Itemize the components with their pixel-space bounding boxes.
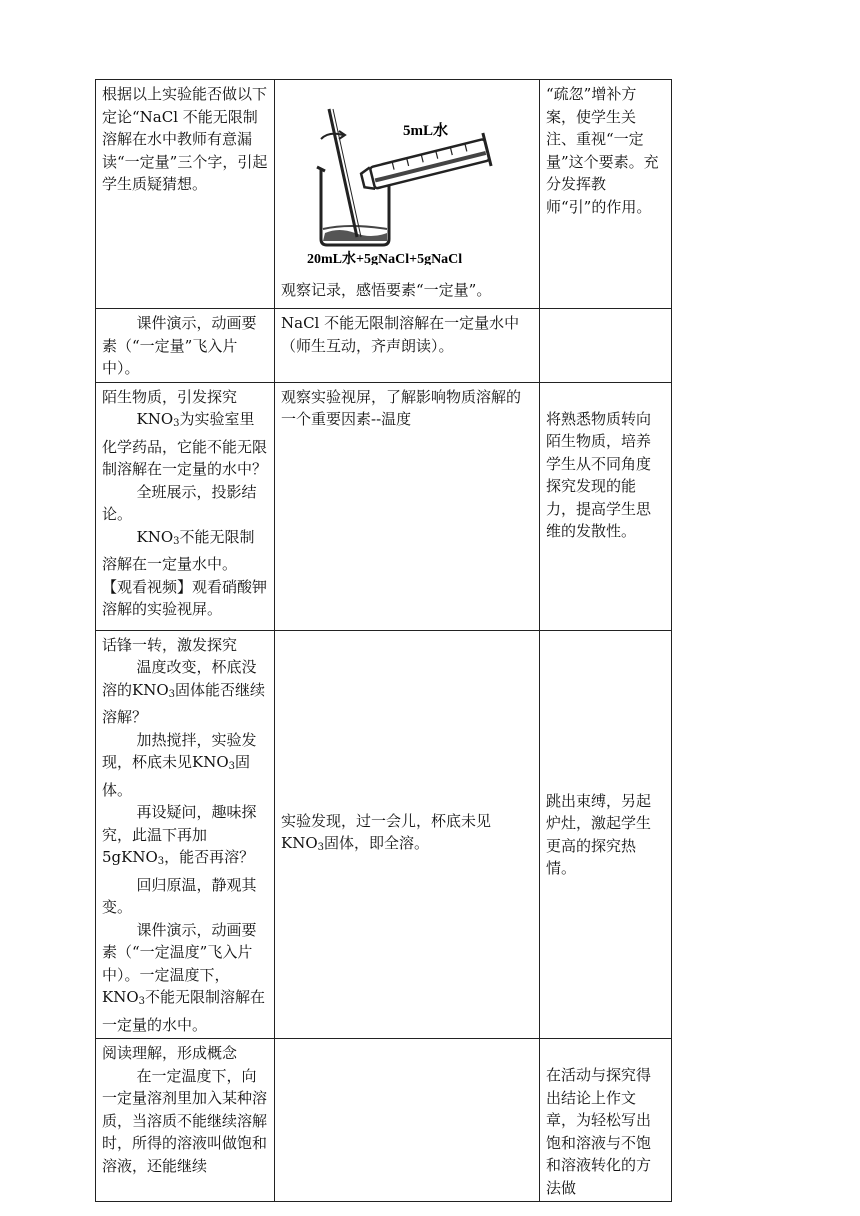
teacher-activity-cell: [96, 80, 275, 309]
table-row: [96, 309, 672, 383]
student-activity-cell: [275, 630, 540, 1039]
cell-text: 加热搅拌，实验发现，杯底未见$KNO_3$固体。: [102, 730, 257, 799]
cell-text: 再设疑问，趣味探究，此温下再加5gKNO$_3$，能否再溶？: [102, 803, 257, 867]
teacher-activity-cell: [96, 1039, 275, 1202]
student-activity-cell: [275, 382, 540, 630]
cell-text: 在活动与探究得出结论上作文章，为轻松写出饱和溶液与不饱和溶液转化的方法做: [546, 1066, 652, 1197]
beaker-label: 20mL水+5gNaCl+5gNaCl: [307, 252, 463, 265]
cell-text: 观察实验视屏，了解影响物质溶解的一个重要因素--温度: [281, 387, 522, 428]
cell-text: NaCl 不能无限制溶解在一定量水中（师生互动，齐声朗读）。: [281, 314, 520, 355]
design-intent-cell: [540, 80, 672, 309]
cell-text: “疏忽”增补方案，使学生关注、重视“一定量”这个要素。充分发挥教师“引”的作用。: [546, 85, 659, 216]
cell-text: 课件演示，动画要素（“一定温度”飞入片中）。一定温度下，$KNO_3$不能无限制溶解在一定量的水中。: [102, 920, 266, 1034]
design-intent-cell: [540, 382, 672, 630]
cell-text: 观察记录，感悟要素“一定量”。: [281, 281, 492, 299]
teacher-activity-cell: [96, 630, 275, 1039]
teacher-activity-cell: [96, 382, 275, 630]
cell-text: 将熟悉物质转向陌生物质，培养学生从不同角度探究发现的能力，提高学生思维的发散性。: [546, 409, 652, 540]
cylinder-label: 5mL水: [403, 123, 449, 139]
table-row: [96, 630, 672, 1039]
student-activity-cell: [275, 309, 540, 383]
cell-text: 根据以上实验能否做以下定论“NaCl 不能无限制溶解在水中教师有意漏读“一定量”三个字，引起学生质疑猜想。: [102, 85, 268, 193]
table-row: [96, 382, 672, 630]
table-row: [96, 1039, 672, 1202]
cell-text: 陌生物质，引发探究: [102, 387, 238, 406]
teacher-activity-cell: [96, 309, 275, 383]
cell-text: 阅读理解，形成概念: [102, 1044, 238, 1062]
design-intent-cell: [540, 630, 672, 1039]
cell-text: $KNO_3$为实验室里化学药品，它能不能无限制溶解在一定量的水中？: [102, 410, 268, 478]
cell-text: 实验发现，过一会儿，杯底未见$KNO_3$固体，即全溶。: [281, 811, 492, 854]
cell-text: $KNO_3$不能无限制溶解在一定量水中。: [102, 527, 255, 573]
cell-text: 回归原温，静观其变。: [102, 875, 257, 916]
table-row: [96, 80, 672, 309]
cell-text: 课件演示，动画要素（“一定量”飞入片中）。: [102, 314, 257, 377]
cell-text: 【观看视频】观看硝酸钾溶解的实验视屏。: [102, 577, 268, 618]
cell-text: 话锋一转，激发探究: [102, 635, 238, 654]
lesson-plan-table: [95, 79, 672, 1202]
cell-text: 全班展示，投影结论。: [102, 482, 257, 523]
experiment-diagram: [299, 105, 509, 265]
cell-text: 在一定温度下，向一定量溶剂里加入某种溶质，当溶质不能继续溶解时，所得的溶液叫做饱和溶液，还能继续: [102, 1066, 268, 1175]
design-intent-cell: [540, 309, 672, 383]
cell-text: 跳出束缚，另起炉灶，激起学生更高的探究热情。: [546, 791, 652, 878]
design-intent-cell: [540, 1039, 672, 1202]
cell-text: 温度改变，杯底没溶的$KNO_3$固体能否继续溶解？: [102, 658, 266, 726]
student-activity-cell: [275, 80, 540, 309]
student-activity-cell: [275, 1039, 540, 1202]
